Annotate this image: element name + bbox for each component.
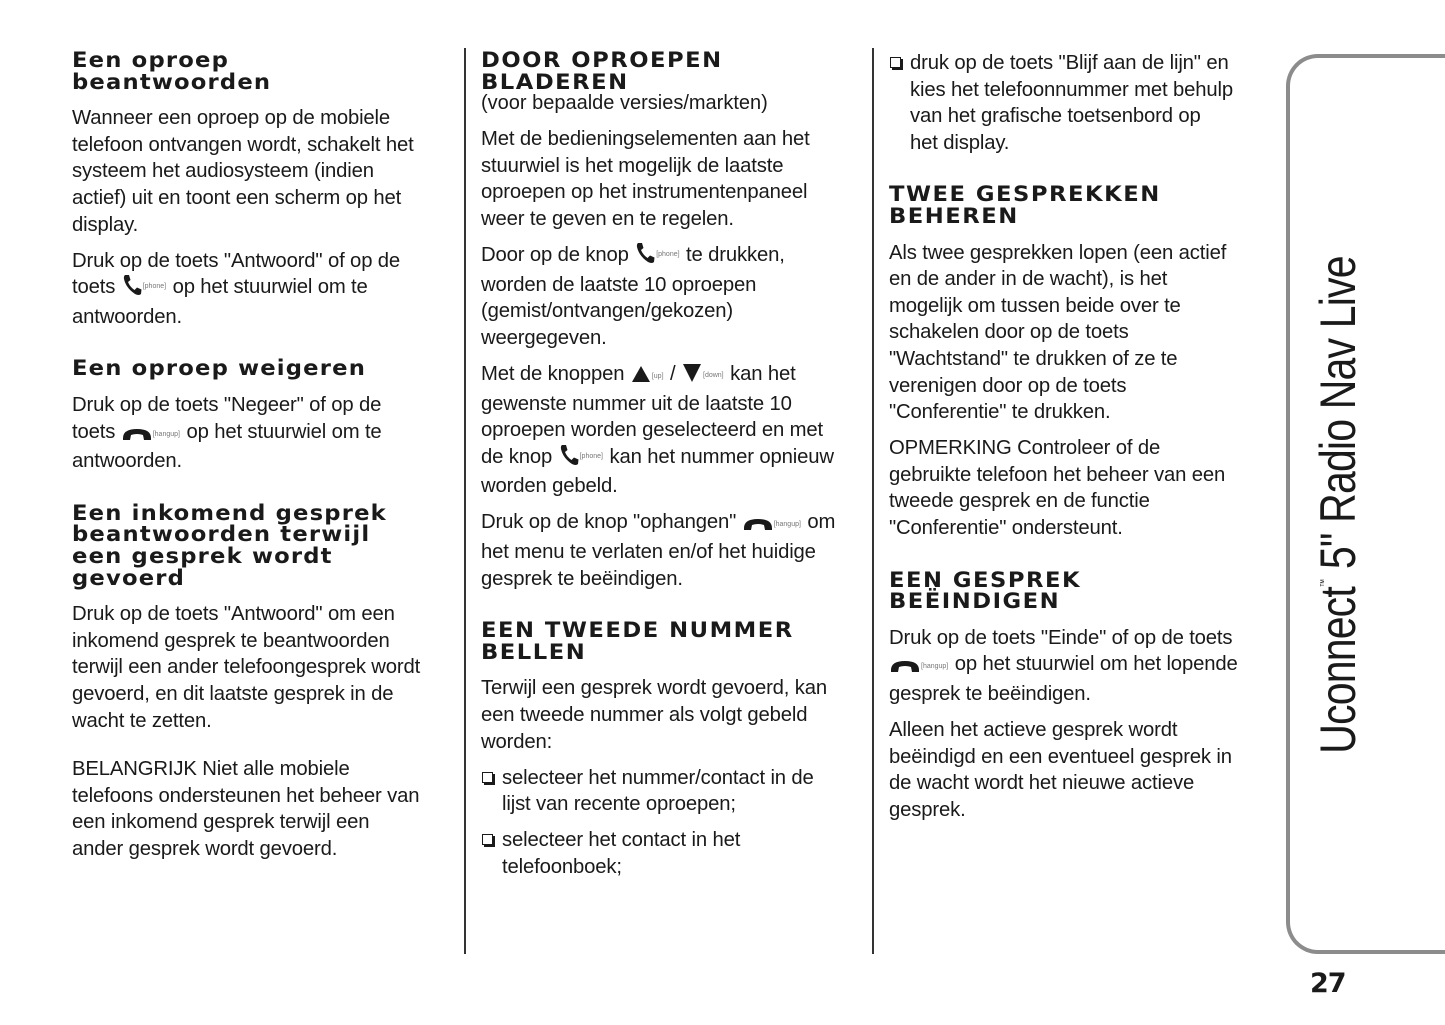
text-line: Een inkomend gesprek — [72, 500, 387, 525]
hangup-icon: [hangup] — [743, 512, 801, 539]
section-heading — [481, 50, 891, 93]
paragraph — [72, 601, 452, 734]
text-line: de knop [phone] kan het nummer opnieuw — [481, 444, 861, 474]
text-line: wacht te zetten. — [72, 709, 212, 732]
page-number: 27 — [1310, 968, 1346, 999]
paragraph — [72, 248, 452, 331]
phone-icon: [phone] — [635, 242, 679, 272]
text-line: mogelijk om tussen beide over te — [889, 294, 1181, 317]
text-line: toets [phone] op het stuurwiel om te — [72, 274, 452, 304]
paragraph — [889, 240, 1269, 426]
text-line: gesprek. — [889, 798, 966, 821]
paragraph — [889, 435, 1269, 541]
text-line: display. — [72, 213, 139, 236]
text-line: worden gebeld. — [481, 475, 618, 498]
text-line: BEËINDIGEN — [889, 589, 1061, 614]
column-2 — [481, 50, 861, 881]
arrow-up-icon: [up] — [631, 364, 664, 391]
text-line: "Conferentie" ondersteunt. — [889, 517, 1123, 539]
text-line: Druk op de knop "ophangen" [hangup] om — [481, 509, 861, 539]
text-line: antwoorden. — [72, 305, 182, 328]
text-line: Druk op de toets "Einde" of op de toets — [889, 626, 1233, 649]
text-line: weer te geven en te regelen. — [481, 207, 734, 230]
text-line: stuurwiel is het mogelijk de laatste — [481, 154, 784, 177]
hangup-icon: [hangup] — [890, 654, 948, 681]
text-line: het menu te verlaten en/of het huidige — [481, 541, 816, 563]
text-line: gewenste nummer uit de laatste 10 — [481, 392, 792, 415]
text-line: beantwoorden — [72, 69, 272, 94]
arrow-down-icon: [down] — [682, 363, 724, 391]
text-line: "Conferentie" te drukken. — [889, 401, 1111, 424]
section-heading — [72, 500, 482, 590]
text-line: toets [hangup] op het stuurwiel om te — [72, 419, 452, 449]
checkbox-bullet-icon — [482, 772, 493, 783]
text-line: EEN GESPREK — [889, 567, 1082, 592]
paragraph — [889, 717, 1269, 823]
column-1 — [72, 50, 452, 863]
text-line: TWEE GESPREKKEN — [889, 182, 1161, 207]
text-line: (gemist/ontvangen/gekozen) — [481, 300, 734, 323]
section-heading — [72, 358, 482, 380]
section-heading — [889, 184, 1299, 227]
bullet-item — [481, 765, 861, 818]
text-line: terwijl een ander telefoongesprek wordt — [72, 656, 421, 679]
text-line: oproepen worden geselecteerd en met — [481, 419, 824, 442]
text-line: Druk op de toets "Antwoord" of op de — [72, 249, 401, 272]
text-line: inkomend gesprek te beantwoorden — [72, 629, 390, 652]
text-line: beantwoorden terwijl — [72, 522, 371, 547]
paragraph — [481, 675, 861, 755]
checkbox-bullet-icon — [482, 834, 493, 845]
text-line: druk op de toets "Blijf aan de lijn" en — [910, 52, 1229, 74]
section-subtitle — [481, 93, 861, 114]
paragraph — [72, 756, 452, 862]
paragraph — [72, 392, 452, 475]
text-line: BELLEN — [481, 639, 587, 664]
hangup-icon: [hangup] — [122, 422, 180, 449]
text-line: telefoons ondersteunen het beheer van — [72, 784, 420, 807]
text-line: gesprek te beëindigen. — [889, 682, 1091, 705]
paragraph — [481, 242, 861, 351]
column-divider — [872, 48, 874, 954]
trademark: ™ — [1319, 579, 1330, 588]
text-line: selecteer het contact in het — [502, 829, 741, 852]
text-line: verenigen door op de toets — [889, 374, 1127, 397]
paragraph — [481, 509, 861, 592]
text-line: (voor bepaalde versies/markten) — [481, 92, 768, 115]
text-line: worden: — [481, 730, 553, 753]
phone-icon: [phone] — [122, 274, 166, 304]
paragraph — [72, 105, 452, 238]
text-line: Wanneer een oproep op de mobiele — [72, 107, 391, 130]
column-divider — [464, 48, 466, 954]
text-line: oproepen op het instrumentenpaneel — [481, 181, 808, 204]
text-line: BELANGRIJK Niet alle mobiele — [72, 758, 350, 781]
text-line: kies het telefoonnummer met behulp — [910, 78, 1233, 101]
chapter-tab-title — [1309, 202, 1367, 809]
text-line: Als twee gesprekken lopen (een actief — [889, 241, 1227, 264]
text-line: een gesprek wordt — [72, 544, 333, 568]
text-line: gevoerd — [72, 565, 186, 590]
column-3 — [889, 50, 1269, 823]
brand-name: Uconnect — [1310, 587, 1366, 754]
text-line: beëindigd en een eventueel gesprek in — [889, 745, 1232, 768]
text-line: en de ander in de wacht), is het — [889, 268, 1168, 291]
section-heading — [889, 567, 1299, 614]
text-line: BEHEREN — [889, 203, 1019, 228]
text-line: Alleen het actieve gesprek wordt — [889, 719, 1178, 742]
text-line: telefoon ontvangen wordt, schakelt het — [72, 133, 414, 156]
text-line: ander gesprek wordt gevoerd. — [72, 837, 338, 860]
paragraph — [889, 625, 1269, 708]
text-line: Een oproep weigeren — [72, 356, 367, 381]
text-line: schakelen door op de toets — [889, 321, 1129, 344]
text-line: Met de bedieningselementen aan het — [481, 128, 810, 151]
section-heading — [481, 620, 891, 663]
text-line: "Wachtstand" te drukken of ze te — [889, 347, 1178, 370]
text-line: Door op de knop [phone] te drukken, — [481, 242, 861, 272]
text-line: BLADEREN — [481, 69, 629, 94]
text-line: gebruikte telefoon het beheer van een — [889, 463, 1226, 486]
text-line: antwoorden. — [72, 450, 182, 473]
text-line: worden de laatste 10 oproepen — [481, 273, 757, 296]
chapter-title: 5" Radio Nav Live — [1310, 256, 1366, 580]
section-heading — [72, 50, 482, 93]
paragraph — [481, 126, 861, 232]
text-line: OPMERKING Controleer of de — [889, 437, 1161, 460]
text-line: actief) uit en toont een scherm op het — [72, 186, 402, 209]
text-line: van het grafische toetsenbord op — [910, 105, 1201, 128]
text-line: [hangup] op het stuurwiel om het lopende — [889, 651, 1269, 681]
text-line: gesprek te beëindigen. — [481, 567, 683, 590]
text-line: telefoonboek; — [502, 855, 622, 878]
text-line: gevoerd, en dit laatste gesprek in de — [72, 682, 394, 705]
text-line: weergegeven. — [481, 326, 607, 349]
text-line: Terwijl een gesprek wordt gevoerd, kan — [481, 677, 828, 700]
text-line: Druk op de toets "Negeer" of op de — [72, 394, 382, 417]
text-line: een tweede nummer als volgt gebeld — [481, 703, 808, 726]
text-line: tweede gesprek en de functie — [889, 490, 1150, 513]
text-line: systeem het audiosysteem (indien — [72, 160, 374, 183]
text-line: lijst van recente oproepen; — [502, 793, 736, 816]
text-line: het display. — [910, 131, 1010, 154]
bullet-item — [889, 50, 1269, 156]
text-line: de wacht wordt het nieuwe actieve — [889, 772, 1195, 795]
text-line: Een oproep — [72, 48, 230, 72]
phone-icon: [phone] — [559, 444, 603, 474]
checkbox-bullet-icon — [890, 57, 901, 68]
text-line: EEN TWEEDE NUMMER — [481, 618, 794, 643]
paragraph — [481, 361, 861, 500]
bullet-item — [481, 827, 861, 880]
text-line: Druk op de toets "Antwoord" om een — [72, 603, 395, 626]
text-line: een inkomend gesprek terwijl een — [72, 811, 370, 834]
text-line: Met de knoppen [up] / [down] kan het — [481, 361, 861, 391]
text-line: selecteer het nummer/contact in de — [502, 766, 814, 789]
text-line: DOOR OPROEPEN — [481, 48, 723, 72]
